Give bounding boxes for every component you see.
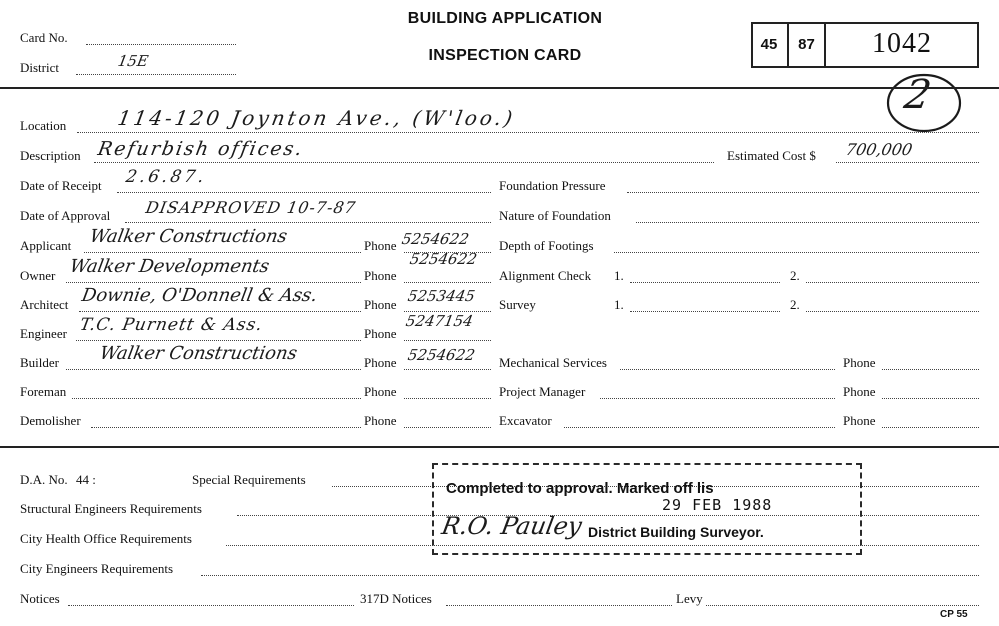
survey-num-1: 1.	[614, 297, 624, 312]
project-manager-label: Project Manager	[499, 384, 586, 399]
form-code: CP 55	[940, 609, 968, 620]
architect-phone: 5253445	[406, 287, 477, 305]
card-no-label: Card No.	[20, 30, 68, 45]
builder-phone: 5254622	[406, 346, 477, 364]
depth-footings-label: Depth of Footings	[499, 238, 594, 253]
stamp-signature: R.O. Pauley	[439, 512, 584, 540]
description-value: Refurbish offices.	[96, 138, 306, 160]
notices-label: Notices	[20, 591, 60, 606]
date-approval-value: DISAPPROVED 10-7-87	[144, 198, 358, 217]
nature-foundation-label: Nature of Foundation	[499, 208, 611, 223]
middle-rule	[0, 446, 999, 448]
card-no-line	[86, 44, 236, 45]
location-label: Location	[20, 118, 67, 133]
demolisher-label: Demolisher	[20, 413, 81, 428]
excavator-label: Excavator	[499, 413, 552, 428]
title-line-1: BUILDING APPLICATION	[407, 10, 603, 27]
builder-value: Walker Constructions	[98, 343, 299, 364]
owner-phone-label: Phone	[364, 268, 397, 283]
stamp-line-2: District Building Surveyor.	[588, 524, 764, 540]
box-a: 45	[760, 36, 778, 53]
date-receipt-value: 2.6.87.	[124, 167, 209, 187]
stamp-line-1: Completed to approval. Marked off lis	[446, 480, 714, 497]
mechanical-label: Mechanical Services	[499, 355, 607, 370]
alignment-check-label: Alignment Check	[499, 268, 592, 283]
date-approval-label: Date of Approval	[20, 208, 111, 223]
alignment-num-2: 2.	[790, 268, 800, 283]
project-manager-phone-label: Phone	[843, 384, 876, 399]
health-label: City Health Office Requirements	[20, 531, 192, 546]
approval-stamp	[432, 463, 862, 555]
estimated-cost-label: Estimated Cost $	[727, 148, 816, 163]
architect-value: Downie, O'Donnell & Ass.	[80, 285, 319, 306]
applicant-value: Walker Constructions	[88, 226, 289, 247]
estimated-cost-value: 700,000	[844, 140, 914, 159]
engineer-label: Engineer	[20, 326, 67, 341]
foreman-phone-label: Phone	[364, 384, 397, 399]
architect-phone-label: Phone	[364, 297, 397, 312]
owner-phone: 5254622	[408, 250, 479, 268]
foundation-pressure-label: Foundation Pressure	[499, 178, 606, 193]
builder-phone-label: Phone	[364, 355, 397, 370]
survey-label: Survey	[499, 297, 536, 312]
engineer-phone: 5247154	[404, 312, 475, 330]
alignment-num-1: 1.	[614, 268, 624, 283]
excavator-phone-label: Phone	[843, 413, 876, 428]
city-engineers-label: City Engineers Requirements	[20, 561, 174, 576]
foreman-label: Foreman	[20, 384, 67, 399]
card-number: 1042	[872, 28, 932, 59]
mechanical-phone-label: Phone	[843, 355, 876, 370]
title-line-2: INSPECTION CARD	[428, 47, 582, 64]
description-label: Description	[20, 148, 81, 163]
district-label: District	[20, 60, 59, 75]
engineer-phone-label: Phone	[364, 326, 397, 341]
owner-value: Walker Developments	[68, 256, 271, 277]
da-label: D.A. No.	[20, 472, 68, 487]
demolisher-phone-label: Phone	[364, 413, 397, 428]
applicant-label: Applicant	[20, 238, 72, 253]
applicant-phone: 5254622	[400, 230, 471, 248]
da-value: 44 :	[76, 472, 96, 487]
engineer-value: T.C. Purnett & Ass.	[78, 315, 265, 335]
owner-label: Owner	[20, 268, 56, 283]
applicant-phone-label: Phone	[364, 238, 397, 253]
builder-label: Builder	[20, 355, 59, 370]
header-rule	[0, 87, 999, 89]
architect-label: Architect	[20, 297, 69, 312]
date-receipt-label: Date of Receipt	[20, 178, 102, 193]
location-value: 114-120 Joynton Ave., (W'loo.)	[115, 106, 518, 130]
levy-label: Levy	[676, 591, 703, 606]
survey-num-2: 2.	[790, 297, 800, 312]
structural-label: Structural Engineers Requirements	[20, 501, 202, 516]
district-value: 15E	[116, 52, 150, 70]
special-requirements-label: Special Requirements	[192, 472, 306, 487]
circled-number: 2	[900, 72, 935, 118]
notices-317d-label: 317D Notices	[360, 591, 432, 606]
box-b: 87	[798, 36, 815, 53]
stamp-date: 29 FEB 1988	[662, 496, 773, 514]
district-line	[76, 74, 236, 75]
